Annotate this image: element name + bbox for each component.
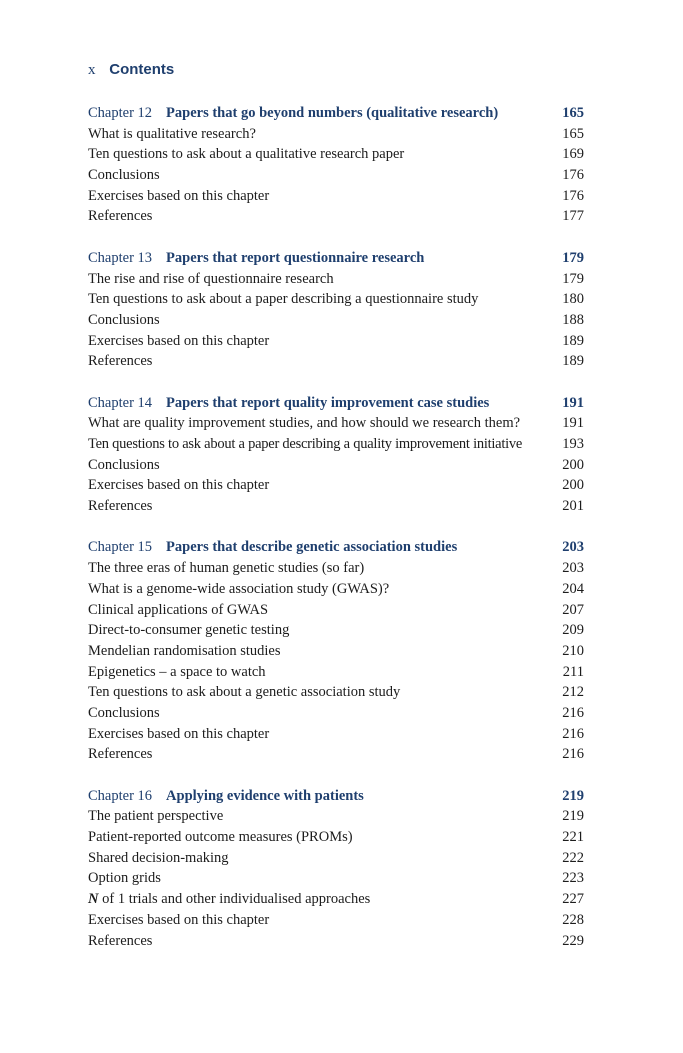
- toc-entry[interactable]: [88, 910, 584, 931]
- entry-page: 204: [562, 580, 584, 597]
- entry-label: Exercises based on this chapter: [88, 187, 270, 204]
- toc-entry[interactable]: [88, 558, 584, 579]
- entry-page: 223: [562, 870, 584, 887]
- entry-label: References: [88, 746, 153, 763]
- entry-page: 216: [562, 746, 584, 763]
- toc-entry[interactable]: [88, 206, 584, 227]
- chapter-number: Chapter 15: [88, 539, 153, 556]
- entry-page: 209: [562, 622, 584, 639]
- chapter-title: Papers that describe genetic association studies: [166, 539, 458, 556]
- entry-page: 165: [562, 125, 584, 142]
- toc-entry[interactable]: [88, 724, 584, 745]
- chapter-title: Applying evidence with patients: [166, 787, 364, 804]
- chapter-heading[interactable]: [88, 786, 584, 807]
- entry-page: 221: [562, 829, 584, 846]
- entry-page: 203: [562, 560, 584, 577]
- chapter-14-section: [88, 393, 584, 517]
- toc-entry[interactable]: [88, 269, 584, 290]
- entry-label: Mendelian randomisation studies: [88, 642, 281, 659]
- entry-page: 179: [562, 270, 584, 287]
- entry-page: 176: [562, 187, 584, 204]
- toc-entry[interactable]: [88, 641, 584, 662]
- entry-page: 207: [562, 601, 584, 618]
- toc-entry[interactable]: [88, 868, 584, 889]
- entry-label-italic-prefix: N: [88, 891, 99, 908]
- entry-label: The rise and rise of questionnaire research: [88, 270, 334, 287]
- toc-entry[interactable]: [88, 703, 584, 724]
- chapter-number: Chapter 14: [88, 394, 153, 411]
- page-header: [88, 60, 174, 80]
- entry-page: 180: [562, 291, 584, 308]
- entry-page: 216: [562, 704, 584, 721]
- chapter-15-section: [88, 537, 584, 765]
- entry-label: Clinical applications of GWAS: [88, 601, 269, 618]
- toc-entry[interactable]: [88, 806, 584, 827]
- entry-label: What is qualitative research?: [88, 125, 256, 142]
- entry-label: Ten questions to ask about a genetic association study: [88, 684, 401, 701]
- chapter-12-section: [88, 103, 584, 227]
- chapter-page: 219: [562, 787, 584, 804]
- entry-page: 189: [562, 353, 584, 370]
- entry-page: 222: [562, 849, 584, 866]
- entry-page: 229: [562, 932, 584, 949]
- entry-label: Option grids: [88, 870, 161, 887]
- entry-label: Exercises based on this chapter: [88, 911, 270, 928]
- entry-label: Ten questions to ask about a qualitative research paper: [88, 146, 405, 163]
- entry-label: What is a genome-wide association study (GWAS)?: [88, 580, 390, 597]
- toc-entry[interactable]: [88, 165, 584, 186]
- chapter-number: Chapter 12: [88, 105, 153, 121]
- toc-entry[interactable]: [88, 827, 584, 848]
- toc-entry[interactable]: [88, 496, 584, 517]
- chapter-heading[interactable]: [88, 248, 584, 269]
- toc-entry[interactable]: [88, 434, 584, 455]
- toc-entry[interactable]: [88, 620, 584, 641]
- entry-page: 188: [562, 311, 584, 328]
- toc-entry[interactable]: [88, 289, 584, 310]
- entry-page: 228: [562, 911, 584, 928]
- toc-entry[interactable]: [88, 600, 584, 621]
- entry-label: Epigenetics – a space to watch: [88, 663, 266, 680]
- entry-page: 177: [562, 208, 584, 225]
- entry-label: Patient-reported outcome measures (PROMs): [88, 829, 353, 846]
- roman-page-number: x: [88, 62, 96, 78]
- entry-label: References: [88, 208, 153, 225]
- entry-label-wrapper: [88, 889, 370, 910]
- contents-title: Contents: [109, 61, 175, 78]
- chapter-number: Chapter 16: [88, 787, 153, 804]
- toc-entry[interactable]: [88, 455, 584, 476]
- entry-page: 193: [562, 436, 584, 452]
- table-of-contents: [88, 103, 584, 972]
- entry-label: Conclusions: [88, 167, 160, 184]
- chapter-page: 203: [562, 539, 584, 556]
- entry-page: 212: [562, 684, 584, 701]
- entry-label: References: [88, 932, 153, 949]
- chapter-page: 179: [562, 249, 584, 266]
- chapter-heading[interactable]: [88, 537, 584, 558]
- entry-label: Ten questions to ask about a paper describing a quality improvement initiative: [88, 436, 523, 452]
- entry-label: Shared decision-making: [88, 849, 229, 866]
- chapter-13-section: [88, 248, 584, 372]
- entry-label: The patient perspective: [88, 808, 224, 825]
- toc-entry[interactable]: [88, 579, 584, 600]
- entry-page: 227: [562, 891, 584, 908]
- toc-entry[interactable]: [88, 682, 584, 703]
- toc-entry[interactable]: [88, 931, 584, 952]
- entry-page: 219: [562, 808, 584, 825]
- entry-label: Conclusions: [88, 456, 160, 473]
- entry-label: Exercises based on this chapter: [88, 332, 270, 349]
- toc-entry[interactable]: [88, 331, 584, 352]
- entry-label: Exercises based on this chapter: [88, 477, 270, 494]
- entry-page: 216: [562, 725, 584, 742]
- chapter-heading[interactable]: [88, 103, 584, 124]
- chapter-page: 191: [562, 394, 584, 411]
- chapter-heading[interactable]: [88, 393, 584, 414]
- toc-entry[interactable]: [88, 351, 584, 372]
- toc-entry[interactable]: [88, 124, 584, 145]
- toc-entry[interactable]: [88, 848, 584, 869]
- entry-label: of 1 trials and other individualised approaches: [98, 891, 371, 908]
- entry-label: Conclusions: [88, 704, 160, 721]
- toc-entry[interactable]: [88, 475, 584, 496]
- toc-entry[interactable]: [88, 413, 584, 434]
- toc-entry[interactable]: [88, 310, 584, 331]
- entry-page: 200: [562, 456, 584, 473]
- entry-label: Conclusions: [88, 311, 160, 328]
- entry-page: 189: [562, 332, 584, 349]
- chapter-number: Chapter 13: [88, 249, 153, 266]
- entry-page: 210: [562, 642, 584, 659]
- entry-label: Exercises based on this chapter: [88, 725, 270, 742]
- entry-page: 176: [562, 167, 584, 184]
- entry-label: References: [88, 353, 153, 370]
- entry-page: 201: [562, 498, 584, 515]
- chapter-title: Papers that go beyond numbers (qualitative research): [166, 105, 499, 121]
- toc-entry[interactable]: [88, 186, 584, 207]
- toc-entry[interactable]: [88, 744, 584, 765]
- toc-entry[interactable]: [88, 144, 584, 165]
- toc-entry[interactable]: [88, 889, 584, 910]
- entry-page: 211: [562, 663, 584, 680]
- entry-label: Direct-to-consumer genetic testing: [88, 622, 290, 639]
- entry-page: 200: [562, 477, 584, 494]
- chapter-title: Papers that report questionnaire research: [166, 249, 425, 266]
- entry-page: 169: [562, 146, 584, 163]
- chapter-16-section: [88, 786, 584, 952]
- entry-label: References: [88, 498, 153, 515]
- entry-page: 191: [562, 415, 584, 432]
- entry-label: Ten questions to ask about a paper describing a questionnaire study: [88, 291, 479, 308]
- chapter-title: Papers that report quality improvement case studies: [166, 394, 490, 411]
- chapter-page: 165: [562, 105, 584, 121]
- entry-label: What are quality improvement studies, and how should we research them?: [88, 415, 521, 432]
- toc-entry[interactable]: [88, 662, 584, 683]
- entry-label: The three eras of human genetic studies (so far): [88, 560, 365, 577]
